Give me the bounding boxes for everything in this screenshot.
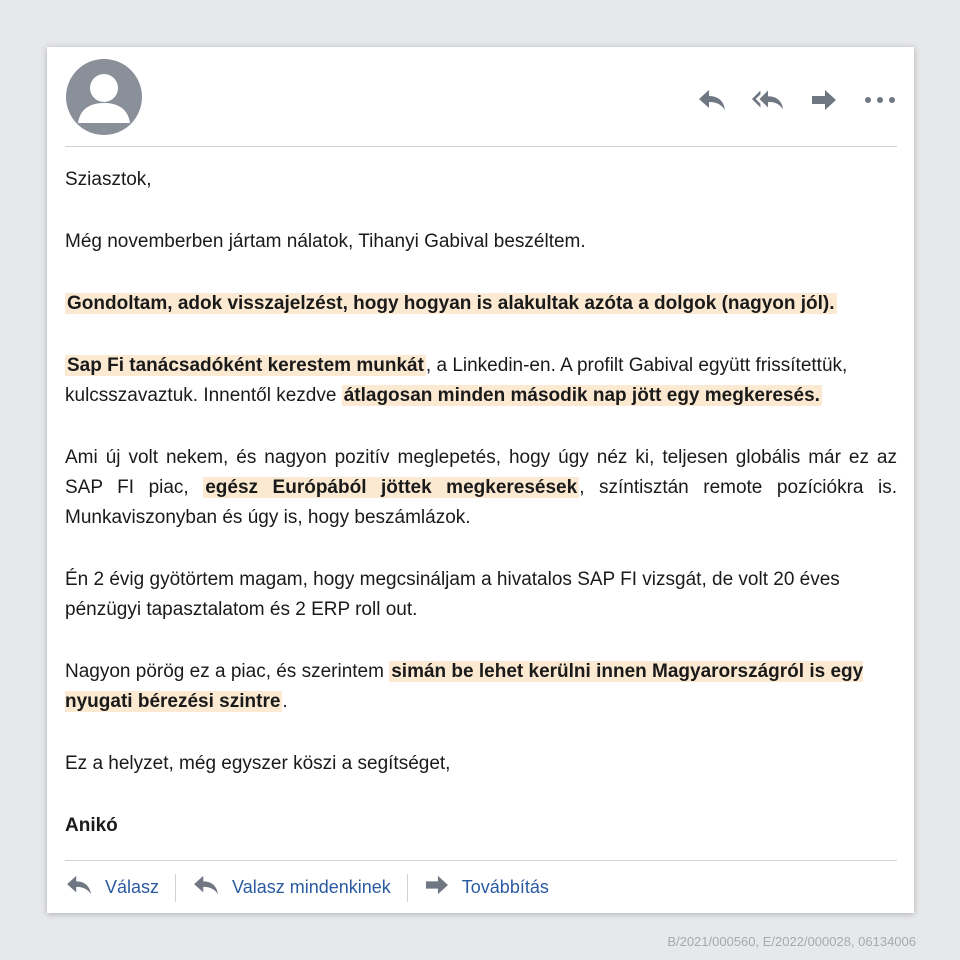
paragraph-5: Én 2 évig gyötörtem magam, hogy megcsináljam a hivatalos SAP FI vizsgát, de volt 20 éves pénzügyi tapasztalatom és 2 ERP roll out. [65, 569, 840, 620]
paragraph-text: Ami új volt nekem, és nagyon pozitív meglepetés, hogy úgy néz ki, teljesen globális már ez az SAP FI piac, [65, 447, 897, 498]
paragraph-text: . [282, 691, 288, 712]
paragraph-6 [65, 657, 897, 717]
divider [175, 874, 176, 902]
closing-line: Ez a helyzet, még egyszer köszi a segítséget, [65, 753, 451, 774]
reply-button[interactable] [65, 874, 175, 901]
email-card [47, 47, 914, 913]
reply-button-label: Válasz [105, 877, 160, 897]
highlight: Sap Fi tanácsadóként kerestem munkát [67, 355, 424, 376]
reply-all-icon[interactable] [751, 85, 785, 115]
paragraph-3 [65, 351, 897, 411]
reply-icon[interactable] [695, 85, 729, 115]
paragraph-1: Még novemberben jártam nálatok, Tihanyi Gabival beszéltem. [65, 231, 586, 252]
paragraph-text: , a Linkedin-en. A profilt Gabival együtt frissítettük, kulcsszavaztuk. Innentől kezdve [65, 355, 848, 406]
paragraph-2 [65, 289, 897, 319]
reference-number: B/2021/000560, E/2022/000028, 06134006 [667, 934, 916, 949]
user-avatar-icon [66, 59, 142, 135]
more-icon[interactable] [863, 85, 897, 115]
reply-icon [192, 874, 220, 901]
paragraph-4 [65, 443, 897, 533]
forward-icon[interactable] [807, 85, 841, 115]
highlight: Gondoltam, adok visszajelzést, hogy hogyan is alakultak azóta a dolgok (nagyon jól). [67, 293, 835, 314]
forward-icon [424, 874, 450, 901]
paragraph-text: Nagyon pörög ez a piac, és szerintem [65, 661, 390, 682]
highlight: átlagosan minden második nap jött egy megkeresés. [343, 385, 820, 406]
header-actions [695, 85, 897, 115]
email-footer [65, 860, 897, 914]
highlight: simán be lehet kerülni innen Magyarországról is egy nyugati bérezési szintre [65, 661, 864, 712]
divider [407, 874, 408, 902]
forward-button[interactable] [424, 874, 565, 901]
reply-all-button-label: Valasz mindenkinek [232, 877, 391, 897]
paragraph-text: , színtisztán remote pozíciókra is. Munkaviszonyban és úgy is, hogy beszámlázok. [65, 477, 897, 528]
greeting: Sziasztok, [65, 169, 152, 190]
reply-all-button[interactable] [192, 874, 407, 901]
highlight: egész Európából jöttek megkeresések [205, 477, 578, 498]
email-header [65, 59, 897, 147]
signature: Anikó [65, 815, 118, 836]
email-body [65, 165, 897, 873]
forward-button-label: Továbbítás [461, 877, 549, 897]
reply-icon [65, 874, 93, 901]
